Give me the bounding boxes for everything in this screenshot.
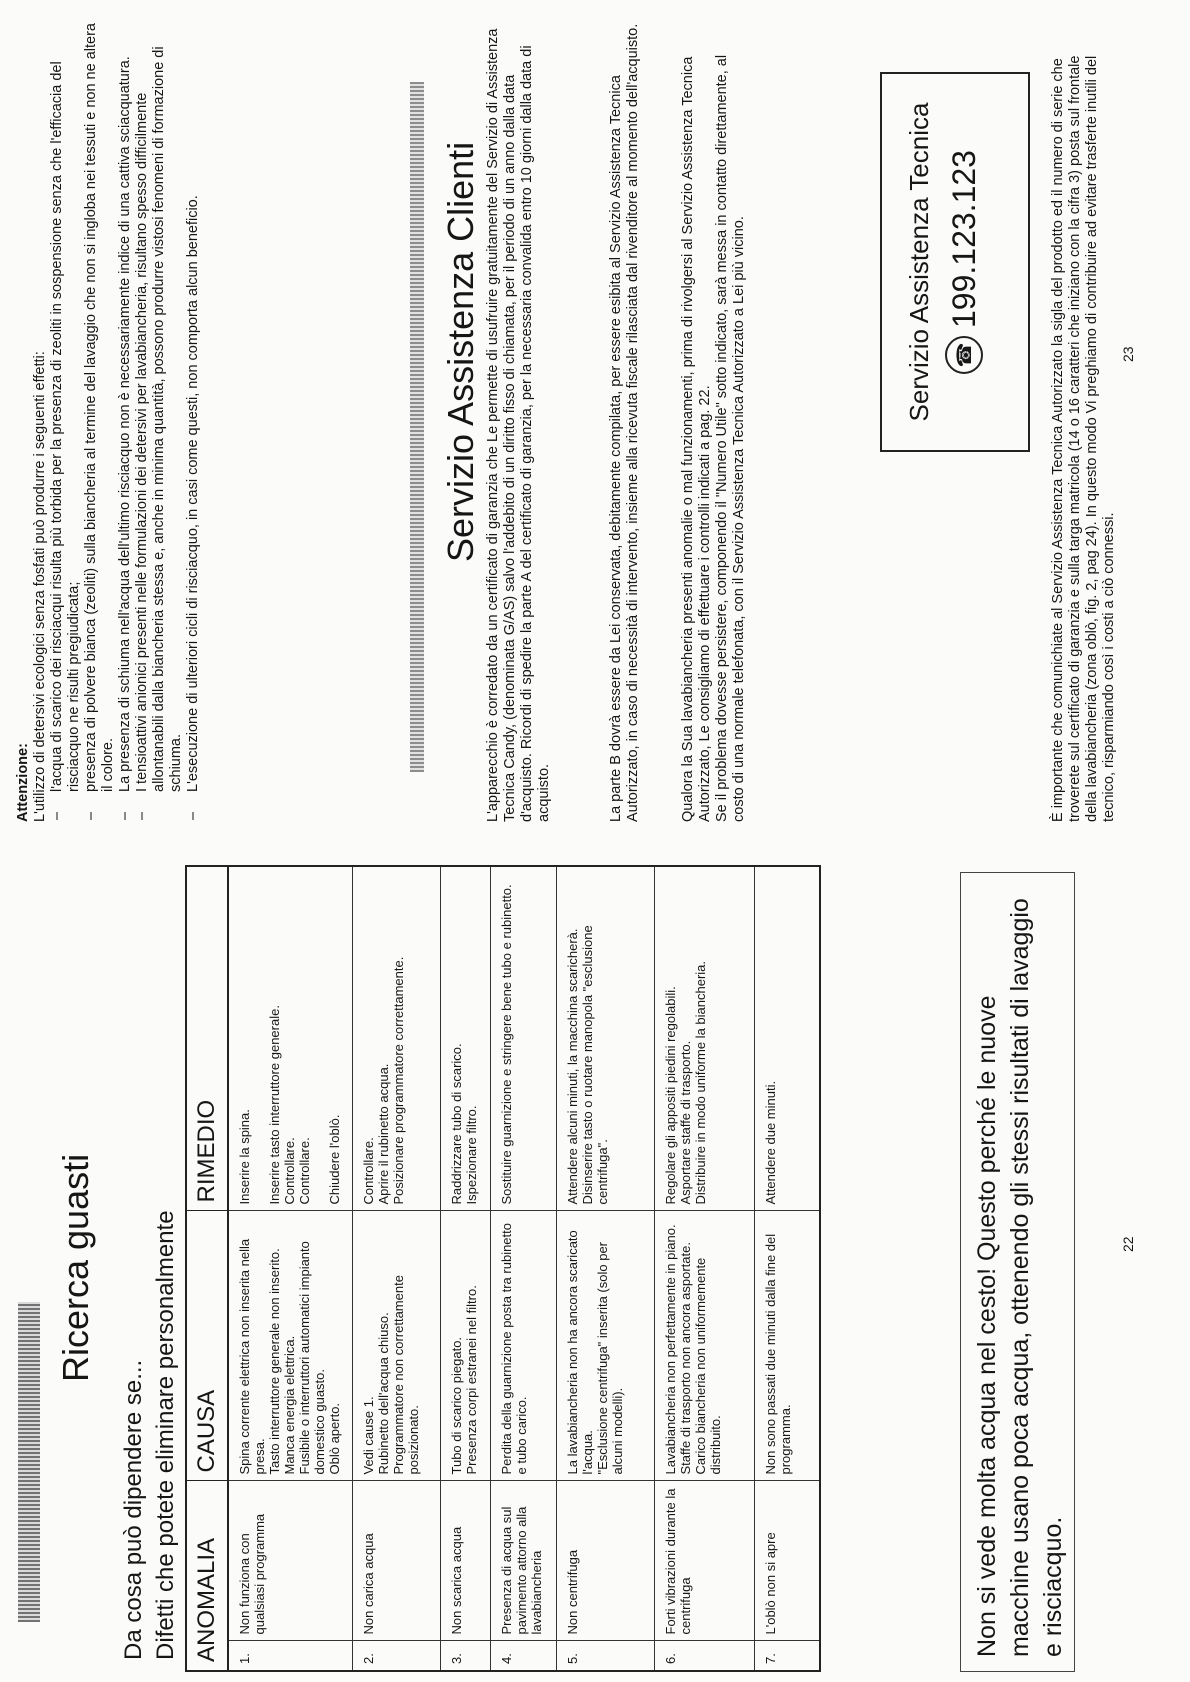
row-number: 7.: [754, 1641, 820, 1671]
attention-item-text: presenza di polvere bianca (zeoliti) sulla biancheria al termine del lavaggio che non si ingloba nei tessuti e non ne altera il colore.: [83, 23, 116, 792]
table-row: [352, 866, 440, 1671]
water-note-box: Non si vede molta acqua nel cesto! Questo perché le nuove macchine usano poca acqua, ottenendo gli stessi risultati di lavaggio e risciacquo.: [960, 872, 1075, 1672]
cell-causa: Non sono passati due minuti dalla fine del programma.: [754, 1211, 820, 1481]
cell-causa: Spina corrente elettrica non inserita nella presa. Tasto interruttore generale non inserito. Manca energia elettrica. Fusibile o interruttori automatici impianto domestico guasto. Oblò aperto.: [228, 1211, 352, 1481]
cell-anomalia: L'oblò non si apre: [754, 1481, 820, 1641]
service-title: Servizio Assistenza Clienti: [440, 141, 481, 562]
attention-item-text: La presenza di schiuma nell'acqua dell'ultimo risciacquo non è necessariamente indice di una cattiva sciacquatura.: [117, 56, 133, 792]
cell-rimedio: Sostituire guarnizione e stringere bene tubo e rubinetto.: [490, 866, 556, 1211]
cell-anomalia: Non scarica acqua: [440, 1481, 490, 1641]
list-item: – I tensioattivi anionici presenti nelle formulazioni dei detersivi per lavabiancheria, risultano spesso difficilmente allontanabili dalla biancheria stessa e, anche in minima quantità, possono produrre vistosi fenomeni di formazione di schiuma.: [134, 46, 184, 820]
table-row: [228, 866, 352, 1671]
problem-paragraph: Qualora la Sua lavabiancheria presenti anomalie o mal funzionamenti, prima di rivolgersi al Servizio Assistenza Tecnica Autorizzato, Le consigliamo di effettuare i controlli indicati a pag. 22. Se il problema dovesse persistere, componendo il "Numero Utile" sotto indicato, sarà messa in contatto direttamente, al costo di una normale telefonata, con il Servizio Assistenza Tecnica Autorizzato a Lei più vicino.: [680, 54, 747, 822]
list-item: – presenza di polvere bianca (zeoliti) sulla biancheria al termine del lavaggio che non si ingloba nei tessuti e non ne altera il colore.: [83, 23, 116, 820]
cell-rimedio: Raddrizzare tubo di scarico. Ispezionare filtro.: [440, 866, 490, 1211]
attention-item-text: I tensioattivi anionici presenti nelle formulazioni dei detersivi per lavabiancheria, risultano spesso difficilmente allontanabili dalla biancheria stessa e, anche in minima quantità, possono produrre vistosi fenomeni di formazione di schiuma.: [134, 46, 184, 792]
cell-anomalia: Non funziona con qualsiasi programma: [228, 1481, 352, 1641]
service-phone-number: 199.123.123: [945, 150, 982, 328]
service-phone: [945, 74, 983, 450]
cell-anomalia: Non centrifuga: [556, 1481, 654, 1641]
list-item: – L'esecuzione di ulteriori cicli di risciacquo, in casi come questi, non comporta alcun beneficio.: [185, 195, 201, 820]
cell-rimedio: Controllare. Aprire il rubinetto acqua. Posizionare programmatore correttamente.: [352, 866, 440, 1211]
attention-section: [15, 22, 202, 822]
cell-rimedio: Attendere due minuti.: [754, 866, 820, 1211]
table-header-row: [186, 866, 228, 1671]
left-page: [0, 842, 1190, 1682]
service-contact-box: [880, 72, 1030, 452]
warranty-paragraph: L'apparecchio è corredato da un certificato di garanzia che Le permette di usufruire gratuitamente del Servizio di Assistenza Tecnica Candy, (denominata G/AS) salvo l'addebito di un diritto fisso di chiamata, per il periodo di un anno dalla data d'acquisto. Ricordi di spedire la parte A del certificato di garanzia, per la necessaria convalida entro 10 giorni dalla data di acquisto.: [485, 28, 552, 822]
table-row: [556, 866, 654, 1671]
attention-intro: L'utilizzo di detersivi ecologici senza fosfati può produrre i seguenti effetti:: [32, 351, 48, 822]
table-row: [440, 866, 490, 1671]
page-title: Ricerca guasti: [55, 1153, 96, 1382]
cell-causa: La lavabiancheria non ha ancora scaricato l'acqua. "Esclusione centrifuga" inserita (solo per alcuni modelli).: [556, 1211, 654, 1481]
cell-rimedio: Regolare gli appositi piedini regolabili. Asportare staffe di trasporto. Distribuire in modo uniforme la biancheria.: [654, 866, 754, 1211]
subtitle-cause: Da cosa può dipendere se...: [120, 1359, 147, 1660]
table-row: [654, 866, 754, 1671]
part-b-paragraph: La parte B dovrà essere da Lei conservata, debitamente compilata, per essere esibita al Servizio Assistenza Tecnica Autorizzato, in caso di necessità di intervento, insieme alla ricevuta fiscale rilasciata dal rivenditore al momento dell'acquisto.: [608, 23, 641, 822]
cell-anomalia: Non carica acqua: [352, 1481, 440, 1641]
table-body: [228, 866, 820, 1671]
attention-heading: Attenzione:: [15, 743, 31, 822]
attention-item-text: L'esecuzione di ulteriori cicli di risciacquo, in casi come questi, non comporta alcun beneficio.: [185, 195, 201, 792]
row-number: 2.: [352, 1641, 440, 1671]
telephone-icon: ☎: [945, 336, 983, 374]
table-row: [490, 866, 556, 1671]
page-number-left: 22: [1120, 1236, 1136, 1252]
page-number-right: 23: [1120, 346, 1136, 362]
row-number: 3.: [440, 1641, 490, 1671]
serial-number-paragraph: È importante che comunichiate al Servizio Assistenza Tecnica Autorizzato la sigla del prodotto ed il numero di serie che troverete sul certificato di garanzia e sulla targa matricola (14 o 16 caratteri che iniziano con la cifra 3) posta sul frontale della lavabiancheria (zona oblò, fig. 2, pag 24). In questo modo Vi preghiamo di contribuire ad evitare trasferte inutili del tecnico, risparmiando così i costi a ciò connessi.: [1050, 55, 1117, 822]
header-rimedio: RIMEDIO: [186, 866, 228, 1211]
cell-rimedio: Inserire la spina. Inserire tasto interruttore generale. Controllare. Controllare. Chiudere l'oblò.: [228, 866, 352, 1211]
decorative-hatch-bar: [410, 82, 424, 772]
attention-item-text: l'acqua di scarico dei risciacqui risulta più torbida per la presenza di zeoliti in sospensione senza che l'efficacia del risciacquo ne risulti pregiudicata;: [49, 61, 82, 792]
troubleshooting-table: [185, 865, 821, 1672]
row-number: 4.: [490, 1641, 556, 1671]
header-anomalia: ANOMALIA: [186, 1481, 228, 1671]
row-number: 1.: [228, 1641, 352, 1671]
cell-causa: Vedi cause 1. Rubinetto dell'acqua chiuso. Programmatore non correttamente posizionato.: [352, 1211, 440, 1481]
subtitle-defects: Difetti che potete eliminare personalmente: [152, 1210, 179, 1660]
cell-causa: Perdita della guarnizione posta tra rubinetto e tubo carico.: [490, 1211, 556, 1481]
list-item: – l'acqua di scarico dei risciacqui risulta più torbida per la presenza di zeoliti in sospensione senza che l'efficacia del risciacquo ne risulti pregiudicata;: [49, 61, 82, 820]
cell-anomalia: Forti vibrazioni durante la centrifuga: [654, 1481, 754, 1641]
cell-causa: Tubo di scarico piegato. Presenza corpi estranei nel filtro.: [440, 1211, 490, 1481]
table-row: [754, 866, 820, 1671]
attention-list: [49, 22, 202, 822]
row-number: 6.: [654, 1641, 754, 1671]
cell-rimedio: Attendere alcuni minuti, la macchina scaricherà. Disinserire tasto o ruotare manopola "esclusione centrifuga".: [556, 866, 654, 1211]
row-number: 5.: [556, 1641, 654, 1671]
header-causa: CAUSA: [186, 1211, 228, 1481]
service-box-title: Servizio Assistenza Tecnica: [904, 102, 934, 422]
decorative-hatch-bar: [18, 1302, 40, 1622]
list-item: – La presenza di schiuma nell'acqua dell'ultimo risciacquo non è necessariamente indice di una cattiva sciacquatura.: [117, 56, 133, 820]
cell-causa: Lavabiancheria non perfettamente in piano. Staffe di trasporto non ancora asportate. Carico biancheria non uniformemente distribuito.: [654, 1211, 754, 1481]
cell-anomalia: Presenza di acqua sul pavimento attorno alla lavabiancheria: [490, 1481, 556, 1641]
